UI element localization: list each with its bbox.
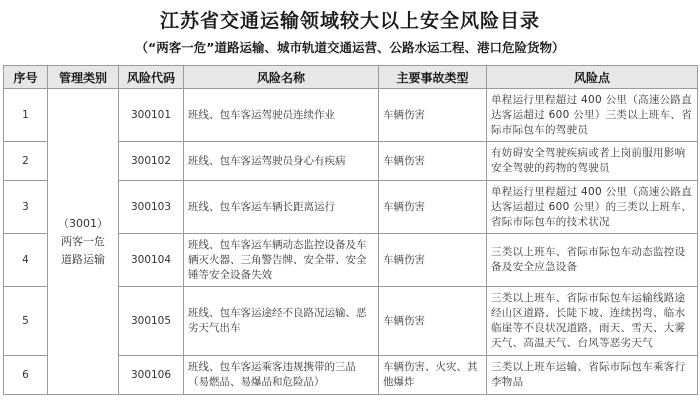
risk-table (3, 65, 698, 395)
row-no: 4 (4, 234, 48, 287)
risk-code: 300102 (119, 142, 184, 181)
risk-point: 有妨碍安全驾驶疾病或者上岗前服用影响安全驾驶的药物的驾驶员 (487, 142, 698, 181)
header-risk-name: 风险名称 (184, 66, 379, 89)
header-risk-point: 风险点 (487, 66, 698, 89)
risk-point: 单程运行里程超过 400 公里（高速公路直达客运超过 600 公里）的三类以上班车、省际市际包车的技术状况 (487, 181, 698, 234)
row-no: 6 (4, 356, 48, 395)
risk-code: 300101 (119, 89, 184, 142)
table-row (4, 89, 698, 142)
document-subtitle: （“两客一危”道路运输、城市轨道交通运营、公路水运工程、港口危险货物） (135, 40, 565, 55)
accident-type: 车辆伤害 (379, 142, 487, 181)
risk-point: 单程运行里程超过 400 公里（高速公路直达客运超过 600 公里）三类以上班车、省际市际包车的驾驶员 (487, 89, 698, 142)
category-line1: 两客一危 (61, 234, 105, 248)
risk-point: 三类以上班车运输、省际市际包车乘客行李物品 (487, 356, 698, 395)
header-no: 序号 (4, 66, 48, 89)
accident-type: 车辆伤害 (379, 287, 487, 356)
table-header-row (4, 66, 698, 89)
accident-type: 车辆伤害 (379, 89, 487, 142)
row-no: 1 (4, 89, 48, 142)
category-code: （3001） (58, 216, 108, 230)
risk-name: 班线、包车客运途经不良路况运输、恶劣天气出车 (184, 287, 379, 356)
risk-name: 班线、包车客运车辆长距离运行 (184, 181, 379, 234)
row-no: 2 (4, 142, 48, 181)
accident-type: 车辆伤害 (379, 234, 487, 287)
risk-point: 三类以上班车、省际市际包车运输线路途经山区道路、长陡下坡、连续拐弯、临水临崖等不良状况道路，雨天、雪天、大雾天气、高温天气、台风等恶劣天气 (487, 287, 698, 356)
header-category: 管理类别 (48, 66, 119, 89)
risk-name: 班线、包车客运驾驶员连续作业 (184, 89, 379, 142)
row-no: 5 (4, 287, 48, 356)
risk-code: 300103 (119, 181, 184, 234)
risk-code: 300106 (119, 356, 184, 395)
risk-name: 班线、包车客运车辆动态监控设备及车辆灭火器、三角警告牌、安全带、安全锤等安全设备失效 (184, 234, 379, 287)
header-accident-type: 主要事故类型 (379, 66, 487, 89)
accident-type: 车辆伤害 (379, 181, 487, 234)
header-risk-code: 风险代码 (119, 66, 184, 89)
risk-code: 300104 (119, 234, 184, 287)
risk-name: 班线、包车客运乘客违规携带的三品（易燃品、易爆品和危险品） (184, 356, 379, 395)
row-no: 3 (4, 181, 48, 234)
category-line2: 道路运输 (61, 252, 105, 266)
risk-code: 300105 (119, 287, 184, 356)
risk-name: 班线、包车客运驾驶员身心有疾病 (184, 142, 379, 181)
accident-type: 车辆伤害、火灾、其他爆炸 (379, 356, 487, 395)
document-title: 江苏省交通运输领域较大以上安全风险目录 (159, 10, 540, 32)
category-cell (48, 89, 119, 395)
risk-point: 三类以上班车、省际市际包车动态监控设备及安全应急设备 (487, 234, 698, 287)
